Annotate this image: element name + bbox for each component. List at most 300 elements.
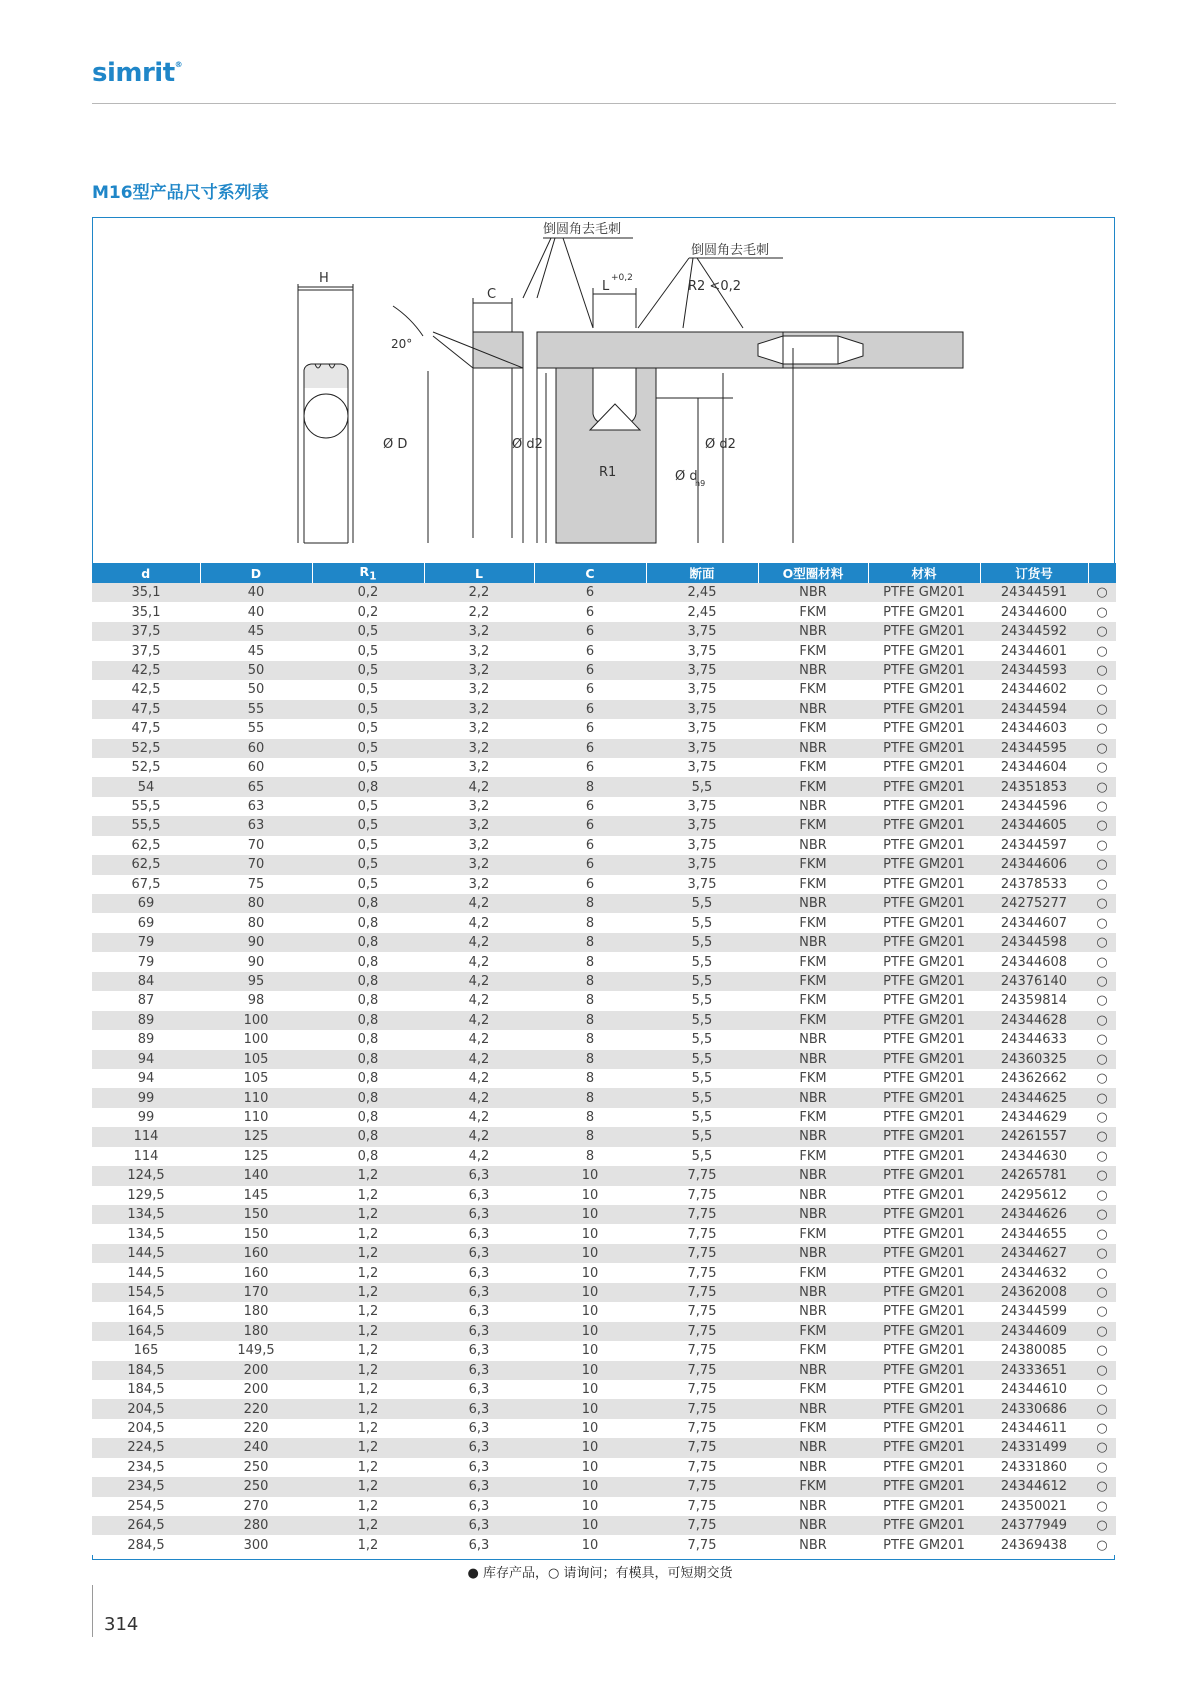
cell-availability: ○ xyxy=(1088,1399,1116,1418)
table-row xyxy=(92,1244,1116,1263)
header-oring-material: O型圈材料 xyxy=(758,563,868,583)
cell-oring-material: FKM xyxy=(758,1341,868,1360)
table-row xyxy=(92,797,1116,816)
cell-section: 5,5 xyxy=(646,991,758,1010)
cell-d: 234,5 xyxy=(92,1477,200,1496)
table-row xyxy=(92,777,1116,796)
cell-availability: ○ xyxy=(1088,1127,1116,1146)
table-row xyxy=(92,1419,1116,1438)
cell-D: 40 xyxy=(200,602,312,621)
cell-material: PTFE GM201 xyxy=(868,1419,980,1438)
table-row xyxy=(92,1088,1116,1107)
cell-availability: ○ xyxy=(1088,1302,1116,1321)
cell-oring-material: FKM xyxy=(758,913,868,932)
cell-D: 270 xyxy=(200,1497,312,1516)
cell-availability: ○ xyxy=(1088,622,1116,641)
cell-c: 6 xyxy=(534,622,646,641)
cell-c: 6 xyxy=(534,739,646,758)
cell-material: PTFE GM201 xyxy=(868,622,980,641)
table-row xyxy=(92,583,1116,602)
cell-c: 10 xyxy=(534,1535,646,1554)
cell-c: 6 xyxy=(534,680,646,699)
cell-availability: ○ xyxy=(1088,1438,1116,1457)
cell-order-number: 24362662 xyxy=(980,1069,1088,1088)
header-section: 断面 xyxy=(646,563,758,583)
cell-D: 55 xyxy=(200,700,312,719)
header-order-number: 订货号 xyxy=(980,563,1088,583)
cell-d: 62,5 xyxy=(92,855,200,874)
cell-D: 105 xyxy=(200,1069,312,1088)
cell-l: 3,2 xyxy=(424,816,534,835)
brand-name: simrit xyxy=(92,58,175,88)
cell-oring-material: NBR xyxy=(758,1283,868,1302)
table-row xyxy=(92,1283,1116,1302)
table-row xyxy=(92,1030,1116,1049)
cell-c: 6 xyxy=(534,758,646,777)
seal-side-profile xyxy=(298,284,353,543)
cell-availability: ○ xyxy=(1088,933,1116,952)
cell-D: 110 xyxy=(200,1088,312,1107)
cell-material: PTFE GM201 xyxy=(868,816,980,835)
cell-r1: 0,2 xyxy=(312,583,424,602)
cell-D: 63 xyxy=(200,797,312,816)
cell-d: 94 xyxy=(92,1050,200,1069)
cell-r1: 1,2 xyxy=(312,1341,424,1360)
cell-oring-material: FKM xyxy=(758,1224,868,1243)
header-availability xyxy=(1088,563,1116,583)
cell-oring-material: NBR xyxy=(758,1166,868,1185)
header-rule xyxy=(92,103,1116,104)
table-row xyxy=(92,739,1116,758)
cell-order-number: 24360325 xyxy=(980,1050,1088,1069)
cell-oring-material: NBR xyxy=(758,700,868,719)
cell-D: 50 xyxy=(200,680,312,699)
cell-availability: ○ xyxy=(1088,1166,1116,1185)
cell-d: 144,5 xyxy=(92,1263,200,1282)
table-row xyxy=(92,972,1116,991)
cell-d: 42,5 xyxy=(92,661,200,680)
cell-material: PTFE GM201 xyxy=(868,719,980,738)
cell-availability: ○ xyxy=(1088,1322,1116,1341)
cell-l: 4,2 xyxy=(424,991,534,1010)
cell-c: 8 xyxy=(534,933,646,952)
cell-order-number: 24333651 xyxy=(980,1361,1088,1380)
cell-D: 45 xyxy=(200,641,312,660)
cell-r1: 0,8 xyxy=(312,1108,424,1127)
cell-l: 4,2 xyxy=(424,1069,534,1088)
cell-D: 200 xyxy=(200,1361,312,1380)
cell-availability: ○ xyxy=(1088,1224,1116,1243)
cell-D: 100 xyxy=(200,1011,312,1030)
cell-material: PTFE GM201 xyxy=(868,602,980,621)
cell-l: 6,3 xyxy=(424,1380,534,1399)
cell-order-number: 24331499 xyxy=(980,1438,1088,1457)
cell-material: PTFE GM201 xyxy=(868,1069,980,1088)
cell-D: 170 xyxy=(200,1283,312,1302)
cell-order-number: 24344628 xyxy=(980,1011,1088,1030)
cell-c: 8 xyxy=(534,894,646,913)
cell-availability: ○ xyxy=(1088,1458,1116,1477)
cell-r1: 1,2 xyxy=(312,1283,424,1302)
cell-oring-material: NBR xyxy=(758,1438,868,1457)
availability-footnote: ● 库存产品，○ 请询问；有模具，可短期交货 xyxy=(467,1566,733,1581)
cell-c: 10 xyxy=(534,1361,646,1380)
cell-material: PTFE GM201 xyxy=(868,661,980,680)
cell-section: 5,5 xyxy=(646,1127,758,1146)
cell-oring-material: NBR xyxy=(758,661,868,680)
deburr-note-1: 倒圆角去毛刺 xyxy=(543,222,622,237)
cell-d: 129,5 xyxy=(92,1186,200,1205)
cell-oring-material: NBR xyxy=(758,1535,868,1554)
table-row xyxy=(92,1011,1116,1030)
cell-oring-material: FKM xyxy=(758,1322,868,1341)
cell-r1: 1,2 xyxy=(312,1244,424,1263)
cell-d: 204,5 xyxy=(92,1419,200,1438)
cell-availability: ○ xyxy=(1088,719,1116,738)
cell-l: 4,2 xyxy=(424,1127,534,1146)
cell-material: PTFE GM201 xyxy=(868,991,980,1010)
cell-D: 140 xyxy=(200,1166,312,1185)
cell-section: 3,75 xyxy=(646,758,758,777)
cell-material: PTFE GM201 xyxy=(868,1127,980,1146)
cell-order-number: 24344629 xyxy=(980,1108,1088,1127)
table-row xyxy=(92,680,1116,699)
cell-c: 10 xyxy=(534,1224,646,1243)
cell-l: 3,2 xyxy=(424,719,534,738)
table-row xyxy=(92,661,1116,680)
cell-c: 8 xyxy=(534,972,646,991)
dim-l-label: L xyxy=(602,279,610,294)
cell-material: PTFE GM201 xyxy=(868,758,980,777)
cell-D: 55 xyxy=(200,719,312,738)
cell-order-number: 24369438 xyxy=(980,1535,1088,1554)
cell-d: 184,5 xyxy=(92,1380,200,1399)
cell-oring-material: FKM xyxy=(758,952,868,971)
cell-section: 3,75 xyxy=(646,680,758,699)
cell-c: 8 xyxy=(534,1069,646,1088)
table-row xyxy=(92,1477,1116,1496)
table-row xyxy=(92,1108,1116,1127)
cell-d: 52,5 xyxy=(92,758,200,777)
header-r1 xyxy=(312,563,424,583)
cell-D: 240 xyxy=(200,1438,312,1457)
cell-material: PTFE GM201 xyxy=(868,739,980,758)
cell-oring-material: NBR xyxy=(758,1458,868,1477)
cell-order-number: 24376140 xyxy=(980,972,1088,991)
cell-oring-material: NBR xyxy=(758,1127,868,1146)
table-row xyxy=(92,913,1116,932)
page-number: 314 xyxy=(104,1614,139,1635)
cell-d: 164,5 xyxy=(92,1322,200,1341)
cell-c: 8 xyxy=(534,1147,646,1166)
cell-l: 4,2 xyxy=(424,1088,534,1107)
cell-material: PTFE GM201 xyxy=(868,1166,980,1185)
cell-oring-material: FKM xyxy=(758,875,868,894)
table-row xyxy=(92,1322,1116,1341)
cell-d: 52,5 xyxy=(92,739,200,758)
cell-D: 75 xyxy=(200,875,312,894)
cell-oring-material: FKM xyxy=(758,602,868,621)
cell-availability: ○ xyxy=(1088,700,1116,719)
cell-D: 220 xyxy=(200,1419,312,1438)
cell-section: 7,75 xyxy=(646,1244,758,1263)
cell-d: 47,5 xyxy=(92,719,200,738)
cell-r1: 1,2 xyxy=(312,1419,424,1438)
cell-availability: ○ xyxy=(1088,680,1116,699)
cell-r1: 1,2 xyxy=(312,1224,424,1243)
cell-material: PTFE GM201 xyxy=(868,583,980,602)
cell-d: 69 xyxy=(92,894,200,913)
cell-order-number: 24344603 xyxy=(980,719,1088,738)
cell-availability: ○ xyxy=(1088,1516,1116,1535)
cell-r1: 1,2 xyxy=(312,1322,424,1341)
cell-oring-material: NBR xyxy=(758,622,868,641)
cell-r1: 0,8 xyxy=(312,972,424,991)
cell-section: 7,75 xyxy=(646,1341,758,1360)
cell-l: 4,2 xyxy=(424,913,534,932)
cell-material: PTFE GM201 xyxy=(868,1205,980,1224)
cell-availability: ○ xyxy=(1088,1380,1116,1399)
cell-section: 5,5 xyxy=(646,972,758,991)
cell-r1: 1,2 xyxy=(312,1497,424,1516)
table-row xyxy=(92,855,1116,874)
cell-oring-material: NBR xyxy=(758,1030,868,1049)
cell-r1: 0,8 xyxy=(312,1030,424,1049)
cell-oring-material: NBR xyxy=(758,1516,868,1535)
cell-c: 10 xyxy=(534,1419,646,1438)
cell-oring-material: NBR xyxy=(758,1399,868,1418)
cell-oring-material: FKM xyxy=(758,758,868,777)
cell-availability: ○ xyxy=(1088,1050,1116,1069)
cell-r1: 0,8 xyxy=(312,1011,424,1030)
cell-order-number: 24344596 xyxy=(980,797,1088,816)
cell-l: 2,2 xyxy=(424,602,534,621)
cell-r1: 0,2 xyxy=(312,602,424,621)
cell-availability: ○ xyxy=(1088,1147,1116,1166)
cell-order-number: 24344601 xyxy=(980,641,1088,660)
cell-material: PTFE GM201 xyxy=(868,913,980,932)
cell-D: 250 xyxy=(200,1477,312,1496)
cell-order-number: 24344599 xyxy=(980,1302,1088,1321)
cell-r1: 1,2 xyxy=(312,1380,424,1399)
cell-r1: 0,5 xyxy=(312,700,424,719)
radius-r1-label: R1 xyxy=(599,465,617,480)
cell-d: 204,5 xyxy=(92,1399,200,1418)
cell-D: 60 xyxy=(200,758,312,777)
cell-material: PTFE GM201 xyxy=(868,1497,980,1516)
table-row xyxy=(92,816,1116,835)
cell-d: 134,5 xyxy=(92,1224,200,1243)
cell-section: 3,75 xyxy=(646,739,758,758)
table-row xyxy=(92,1224,1116,1243)
cell-d: 254,5 xyxy=(92,1497,200,1516)
header-material: 材料 xyxy=(868,563,980,583)
cell-material: PTFE GM201 xyxy=(868,855,980,874)
cell-availability: ○ xyxy=(1088,1108,1116,1127)
cell-order-number: 24344611 xyxy=(980,1419,1088,1438)
table-row xyxy=(92,1069,1116,1088)
cell-oring-material: FKM xyxy=(758,1477,868,1496)
simrit-logo xyxy=(92,58,182,88)
cell-material: PTFE GM201 xyxy=(868,1302,980,1321)
cell-l: 3,2 xyxy=(424,758,534,777)
dim-c-label: C xyxy=(487,287,497,302)
cell-D: 60 xyxy=(200,739,312,758)
cell-d: 55,5 xyxy=(92,797,200,816)
cell-D: 105 xyxy=(200,1050,312,1069)
cell-D: 280 xyxy=(200,1516,312,1535)
cell-section: 7,75 xyxy=(646,1205,758,1224)
cell-material: PTFE GM201 xyxy=(868,894,980,913)
cell-D: 65 xyxy=(200,777,312,796)
cell-order-number: 24350021 xyxy=(980,1497,1088,1516)
cell-order-number: 24344598 xyxy=(980,933,1088,952)
cell-availability: ○ xyxy=(1088,991,1116,1010)
cell-availability: ○ xyxy=(1088,1244,1116,1263)
cell-order-number: 24362008 xyxy=(980,1283,1088,1302)
cell-d: 84 xyxy=(92,972,200,991)
cell-l: 3,2 xyxy=(424,661,534,680)
cell-D: 160 xyxy=(200,1244,312,1263)
cell-d: 55,5 xyxy=(92,816,200,835)
cell-d: 87 xyxy=(92,991,200,1010)
cell-order-number: 24295612 xyxy=(980,1186,1088,1205)
cell-D: 300 xyxy=(200,1535,312,1554)
cell-availability: ○ xyxy=(1088,952,1116,971)
cell-d: 144,5 xyxy=(92,1244,200,1263)
cell-l: 3,2 xyxy=(424,680,534,699)
cell-section: 3,75 xyxy=(646,719,758,738)
cell-oring-material: FKM xyxy=(758,816,868,835)
cell-order-number: 24344609 xyxy=(980,1322,1088,1341)
cell-r1: 0,5 xyxy=(312,875,424,894)
cell-d: 37,5 xyxy=(92,622,200,641)
cell-r1: 0,8 xyxy=(312,777,424,796)
table-row xyxy=(92,933,1116,952)
cell-material: PTFE GM201 xyxy=(868,1438,980,1457)
cell-material: PTFE GM201 xyxy=(868,1361,980,1380)
cell-section: 5,5 xyxy=(646,913,758,932)
header-l: L xyxy=(424,563,534,583)
cell-section: 7,75 xyxy=(646,1166,758,1185)
cell-c: 10 xyxy=(534,1458,646,1477)
cell-c: 8 xyxy=(534,1011,646,1030)
table-row xyxy=(92,1341,1116,1360)
cell-availability: ○ xyxy=(1088,894,1116,913)
cell-section: 7,75 xyxy=(646,1283,758,1302)
cell-d: 264,5 xyxy=(92,1516,200,1535)
cell-availability: ○ xyxy=(1088,1205,1116,1224)
cell-oring-material: FKM xyxy=(758,1147,868,1166)
cell-c: 10 xyxy=(534,1497,646,1516)
cell-availability: ○ xyxy=(1088,1535,1116,1554)
cell-material: PTFE GM201 xyxy=(868,1147,980,1166)
cell-order-number: 24331860 xyxy=(980,1458,1088,1477)
cell-r1: 0,5 xyxy=(312,758,424,777)
cell-d: 134,5 xyxy=(92,1205,200,1224)
cell-d: 124,5 xyxy=(92,1166,200,1185)
cell-c: 10 xyxy=(534,1322,646,1341)
cell-c: 6 xyxy=(534,719,646,738)
table-row xyxy=(92,894,1116,913)
cell-order-number: 24344604 xyxy=(980,758,1088,777)
cell-availability: ○ xyxy=(1088,816,1116,835)
cell-d: 89 xyxy=(92,1030,200,1049)
table-row xyxy=(92,1497,1116,1516)
cell-order-number: 24344592 xyxy=(980,622,1088,641)
cell-c: 6 xyxy=(534,583,646,602)
dimension-table xyxy=(92,563,1116,1555)
table-row xyxy=(92,1127,1116,1146)
cell-oring-material: FKM xyxy=(758,641,868,660)
cell-section: 7,75 xyxy=(646,1419,758,1438)
table-row xyxy=(92,758,1116,777)
cell-section: 7,75 xyxy=(646,1263,758,1282)
cell-c: 10 xyxy=(534,1186,646,1205)
cell-oring-material: NBR xyxy=(758,1244,868,1263)
cell-D: 180 xyxy=(200,1322,312,1341)
cell-oring-material: FKM xyxy=(758,855,868,874)
cell-l: 3,2 xyxy=(424,622,534,641)
dim-d2-right-label: Ø d2 xyxy=(705,437,736,452)
cell-r1: 0,8 xyxy=(312,1127,424,1146)
header-r1-symbol: R xyxy=(359,563,370,579)
cell-D: 149,5 xyxy=(200,1341,312,1360)
cell-section: 7,75 xyxy=(646,1477,758,1496)
cell-material: PTFE GM201 xyxy=(868,1380,980,1399)
cell-section: 5,5 xyxy=(646,894,758,913)
cell-D: 70 xyxy=(200,836,312,855)
cell-oring-material: FKM xyxy=(758,991,868,1010)
cell-availability: ○ xyxy=(1088,1030,1116,1049)
cell-d: 47,5 xyxy=(92,700,200,719)
cell-d: 35,1 xyxy=(92,602,200,621)
cell-D: 70 xyxy=(200,855,312,874)
cell-oring-material: FKM xyxy=(758,1380,868,1399)
seal-cross-section-drawing xyxy=(93,218,1114,560)
cell-availability: ○ xyxy=(1088,1263,1116,1282)
cell-order-number: 24344610 xyxy=(980,1380,1088,1399)
cell-availability: ○ xyxy=(1088,875,1116,894)
cell-c: 10 xyxy=(534,1283,646,1302)
table-row xyxy=(92,1302,1116,1321)
cell-section: 3,75 xyxy=(646,836,758,855)
cell-r1: 0,8 xyxy=(312,1069,424,1088)
cell-order-number: 24344591 xyxy=(980,583,1088,602)
cell-material: PTFE GM201 xyxy=(868,1322,980,1341)
cell-l: 4,2 xyxy=(424,1050,534,1069)
cell-section: 7,75 xyxy=(646,1224,758,1243)
cell-section: 5,5 xyxy=(646,1069,758,1088)
deburr-note-2: 倒圆角去毛刺 xyxy=(691,243,770,258)
cell-D: 145 xyxy=(200,1186,312,1205)
cell-l: 6,3 xyxy=(424,1224,534,1243)
cell-order-number: 24344600 xyxy=(980,602,1088,621)
cell-D: 160 xyxy=(200,1263,312,1282)
cell-d: 99 xyxy=(92,1088,200,1107)
cell-section: 3,75 xyxy=(646,875,758,894)
cell-order-number: 24344606 xyxy=(980,855,1088,874)
cell-D: 90 xyxy=(200,933,312,952)
cell-r1: 1,2 xyxy=(312,1205,424,1224)
cell-D: 98 xyxy=(200,991,312,1010)
cell-c: 8 xyxy=(534,913,646,932)
cell-order-number: 24344602 xyxy=(980,680,1088,699)
cell-r1: 0,5 xyxy=(312,797,424,816)
cell-availability: ○ xyxy=(1088,1477,1116,1496)
cell-oring-material: NBR xyxy=(758,1361,868,1380)
cell-section: 5,5 xyxy=(646,1030,758,1049)
